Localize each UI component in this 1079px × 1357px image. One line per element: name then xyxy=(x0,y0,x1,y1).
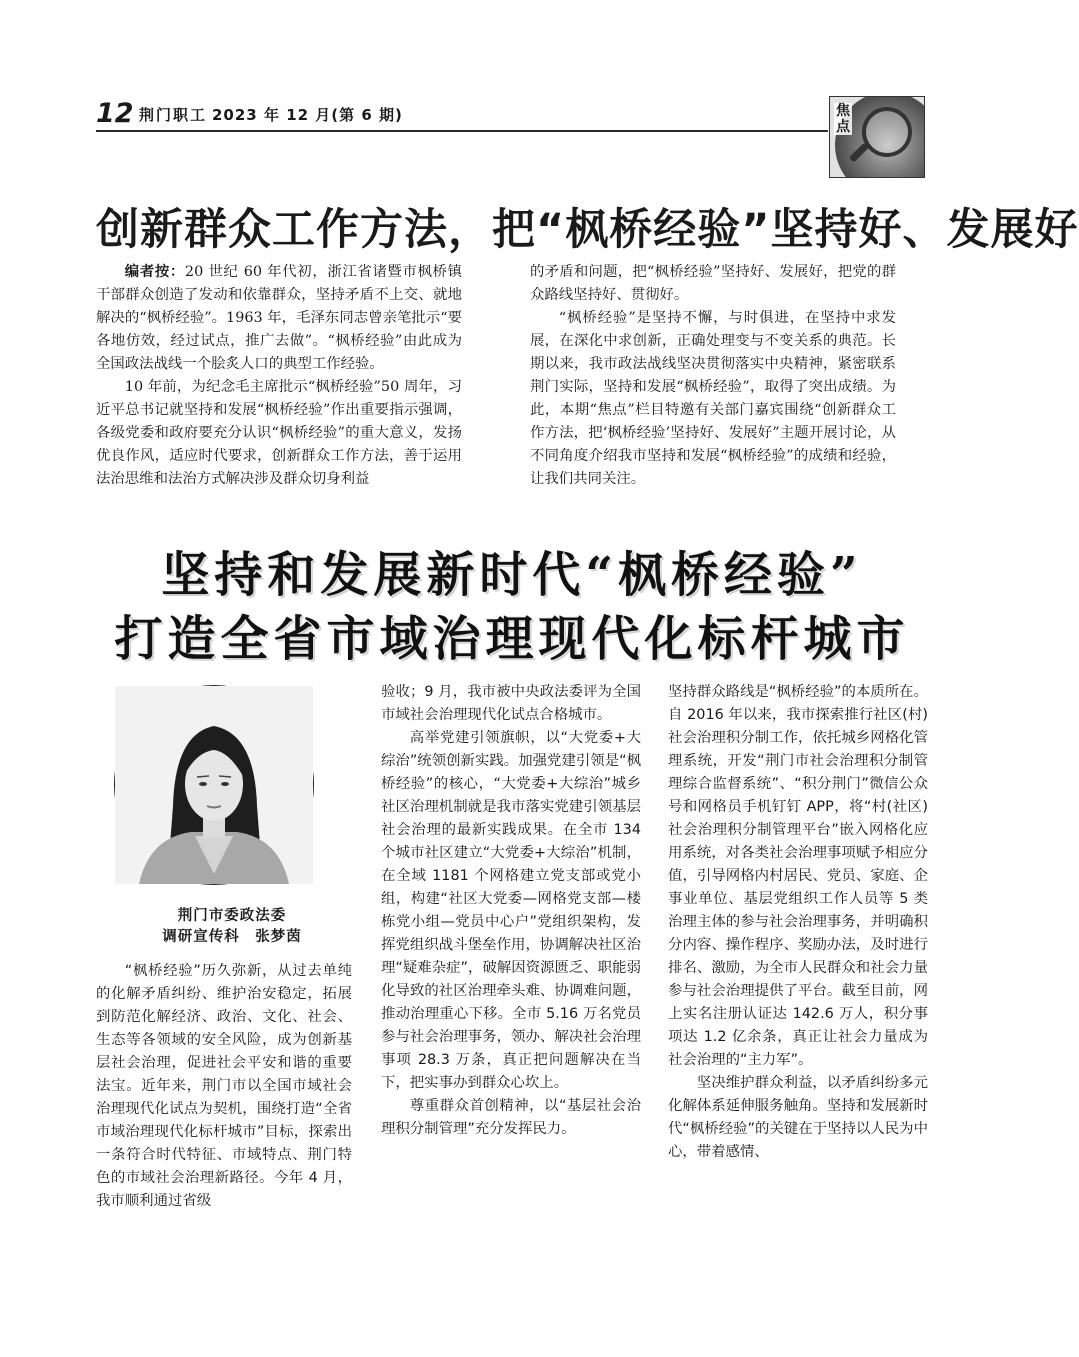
header-rule xyxy=(96,130,828,132)
editor-note-right xyxy=(530,261,896,491)
section-badge xyxy=(829,96,925,178)
article-column-1 xyxy=(96,960,352,1213)
article-paragraph: 尊重群众首创精神，以“基层社会治理积分制管理”充分发挥民力。 xyxy=(381,1098,641,1137)
editor-note-label: 编者按： xyxy=(124,264,185,280)
paper-name: 荆门职工 xyxy=(139,106,208,124)
article-headline-line2: 打造全省市域治理现代化标杆城市 xyxy=(114,611,910,667)
issue-date: 2023 年 12 月(第 6 期) xyxy=(212,106,403,124)
article-column-3 xyxy=(668,681,928,1164)
article-paragraph: 高举党建引领旗帜，以“大党委+大综治”统领创新实践。加强党建引领是“枫桥经验”的核心，“大党委+大综治”城乡社区治理机制就是我市落实党建引领基层社会治理的最新实践成果。在全市 134 个城市社区建立“大党委+大综治”机制，在全域 1181 个网格建立党支部或党小组，构建“社区大党委—网格党支部—楼栋党小组—党员中心户”党组织架构，发挥党组织战斗堡垒作用，协调解决社区治理“疑难杂症”，破解因资源匮乏、职能弱化导致的社区治理牵头难、协调难问题，推动治理重心下移。全市 5.16 万名党员参与社会治理事务，领办、解决社会治理事项 28.3 万条，真正把问题解决在当下，把实事办到群众心坎上。 xyxy=(381,730,641,1091)
article-headline-line1: 坚持和发展新时代“枫桥经验” xyxy=(161,547,863,603)
article-paragraph: 坚持群众路线是“枫桥经验”的本质所在。自 2016 年以来，我市探索推行社区(村)社会治理积分制工作，依托城乡网格化管理系统，开发“荆门市社会治理积分制管理综合监督系统”、“积分荆门”微信公众号和网格员手机钉钉 APP，将“村(社区)社会治理积分制管理平台”嵌入网格化应用系统，对各类社会治理事项赋予相应分值，引导网格内村居民、党员、家庭、企事业单位、基层党组织工作人员等 5 类治理主体的参与社会治理事务，并明确积分内容、操作程序、奖励办法，及时进行排名、激励，为全市人民群众和社会力量参与社会治理提供了平台。截至目前，网上实名注册认证达 142.6 万人，积分事项达 1.2 亿余条，真正让社会力量成为社会治理的“主力军”。 xyxy=(668,684,928,1068)
editor-note-left xyxy=(96,261,462,491)
article-column-2 xyxy=(381,681,641,1141)
author-caption-line1: 荆门市委政法委 xyxy=(177,907,287,924)
article-paragraph: 坚决维护群众利益，以矛盾纠纷多元化解体系延伸服务触角。坚持和发展新时代“枫桥经验”的关键在于坚持以人民为中心，带着感情、 xyxy=(668,1075,928,1160)
magnifier-icon xyxy=(862,107,912,157)
editor-note-p2: 10 年前，为纪念毛主席批示“枫桥经验”50 周年，习近平总书记就坚持和发展“枫桥经验”作出重要指示强调，各级党委和政府要充分认识“枫桥经验”的重大意义，发扬优良作风，适应时代要求，创新群众工作方法，善于运用法治思维和法治方式解决涉及群众切身利益 xyxy=(96,379,462,487)
section-label: 焦点 xyxy=(836,103,850,135)
editor-note-p4: “枫桥经验”是坚持不懈，与时俱进，在坚持中求发展，在深化中求创新，正确处理变与不变关系的典范。长期以来，我市政法战线坚决贯彻落实中央精神，紧密联系荆门实际，坚持和发展“枫桥经验”，取得了突出成绩。为此，本期“焦点”栏目特邀有关部门嘉宾围绕“创新群众工作方法，把‘枫桥经验’坚持好、发展好”主题开展讨论，从不同角度介绍我市坚持和发展“枫桥经验”的成绩和经验，让我们共同关注。 xyxy=(530,310,896,487)
page-number: 12 xyxy=(96,98,134,129)
editor-note-p1: 编者按：20 世纪 60 年代初，浙江省诸暨市枫桥镇干部群众创造了发动和依靠群众，坚持矛盾不上交、就地解决的“枫桥经验”。1963 年，毛泽东同志曾亲笔批示“要各地仿效，经过试点，推广去做”。“枫桥经验”由此成为全国政法战线一个脍炙人口的典型工作经验。 xyxy=(96,264,462,372)
author-caption-line2: 调研宣传科 张梦茵 xyxy=(162,928,302,945)
author-portrait xyxy=(114,685,314,885)
author-caption xyxy=(96,905,368,947)
article-paragraph: 验收；9 月，我市被中央政法委评为全国市域社会治理现代化试点合格城市。 xyxy=(381,684,641,723)
editor-note-p3: 的矛盾和问题，把“枫桥经验”坚持好、发展好，把党的群众路线坚持好、贯彻好。 xyxy=(530,264,896,303)
main-title: 创新群众工作方法，把“枫桥经验”坚持好、发展好 xyxy=(96,205,1079,255)
magnifier-handle xyxy=(849,142,870,163)
article-paragraph: “枫桥经验”历久弥新，从过去单纯的化解矛盾纠纷、维护治安稳定，拓展到防范化解经济、政治、文化、社会、生态等各领域的安全风险，成为创新基层社会治理，促进社会平安和谐的重要法宝。近年来，荆门市以全国市域社会治理现代化试点为契机，围绕打造“全省市域治理现代化标杆城市”目标，探索出一条符合时代特征、市域特点、荆门特色的市域社会治理新路径。今年 4 月，我市顺利通过省级 xyxy=(96,963,352,1209)
